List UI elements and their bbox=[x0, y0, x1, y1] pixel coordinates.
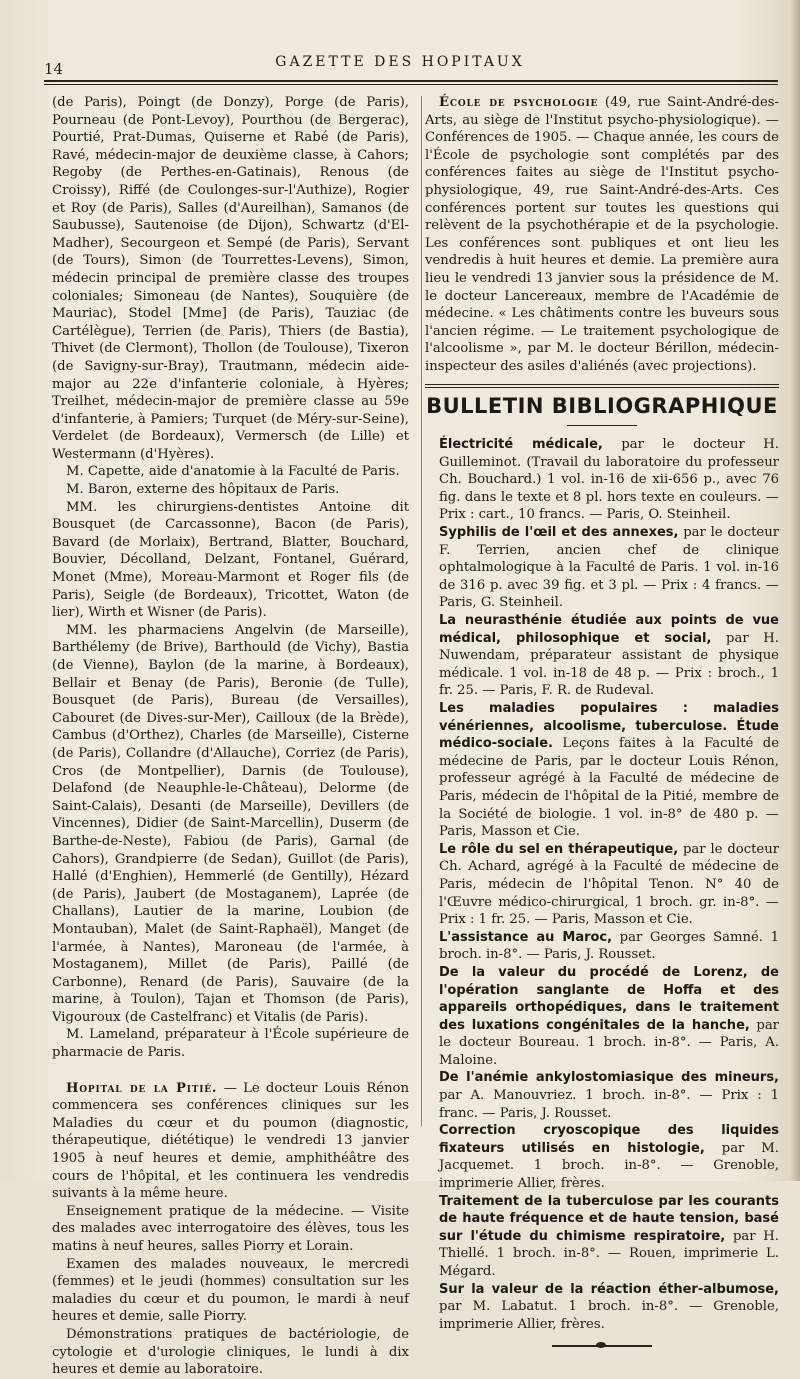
section-heading-psychologie: École de psychologie bbox=[439, 95, 599, 110]
paragraph-pharmacists: MM. les pharmaciens Angelvin (de Marseille), Barthélemy (de Brive), Barthould (de Vichy), Bastia (de Vienne), Baylon (de la marine, à Bordeaux), Bellair et Benay (de Paris), Beronie (de Tulle), Bousquet (de Paris), Bureau (de Versailles), Cabouret (de Dives-sur-Mer), Cailloux (de la Brède), Cambus (d'Orthez), Charles (de Marseille), Cisterne (de Paris), Collandre (d'Allauche), Corriez (de Paris), Cros (de Montpellier), Darnis (de Toulouse), Delafond (de Neauphle-le-Château), Delorme (de Saint-Calais), Desanti (de Marseille), Devillers (de Vincennes), Didier (de Saint-Marcellin), Duserm (de Barthe-de-Neste), Fabiou (de Paris), Garnal (de Cahors), Grandpierre (de Sedan), Guillot (de Paris), Hallé (d'Enghien), Hemmerlé (de Gentilly), Hézard (de Paris), Jaubert (de Mostaganem), Laprée (de Challans), Lautier de la marine, Loubion (de Montauban), Malet (de Saint-Raphaël), Manget (de l'armée, à Nantes), Maroneau (de l'armée, à Mostaganem), Millet (de Paris), Paillé (de Carbonne), Renard (de Paris), Sauvaire (de la marine, à Toulon), Tajan et Thomson (de Paris), Vigouroux (de Castelfranc) et Vitalis (de Paris). bbox=[52, 622, 409, 1025]
paragraph-capette: M. Capette, aide d'anatomie à la Faculté de Paris. bbox=[66, 464, 400, 480]
paragraph-lameland: M. Lameland, préparateur à l'École supérieure de pharmacie de Paris. bbox=[52, 1027, 409, 1061]
ornament-dot bbox=[596, 1342, 606, 1348]
bibliography-entry bbox=[425, 524, 779, 612]
left-column bbox=[52, 94, 409, 1379]
paragraph-laureates-list: (de Paris), Poingt (de Donzy), Porge (de Paris), Pourneau (de Pont-Levoy), Pourthou (de Bergerac), Pourtié, Prat-Dumas, Quiserne et Rabé (de Paris), Ravé, médecin-major de deuxième classe, à Cahors; Regoby (de Perthes-en-Gatinais), Renous (de Croissy), Riffé (de Coulonges-sur-l'Authize), Rogier et Roy (de Paris), Salles (d'Aureilhan), Samanos (de Saubusse), Sautenoise (de Dijon), Schwartz (d'El-Madher), Secourgeon et Sempé (de Paris), Servant (de Tours), Simon (de Tourrettes-Levens), Simon, médecin principal de première classe des troupes coloniales; Simoneau (de Nantes), Souquière (de Mauriac), Stodel [Mme] (de Paris), Tauziac (de Cartélègue), Terrien (de Paris), Thiers (de Bastia), Thivet (de Clermont), Thollon (de Toulouse), Tixeron (de Savigny-sur-Bray), Trautmann, médecin aide-major au 22e d'infanterie coloniale, à Hyères; Treilhet, médecin-major de première classe au 59e d'infanterie, à Pamiers; Turquet (de Méry-sur-Seine), Verdelet (de Bordeaux), Vermersch (de Lille) et Westermann (d'Hyères). bbox=[52, 95, 409, 462]
entry-details: par le docteur H. Guilleminot. (Travail du laboratoire du professeur Ch. Bouchard.) 1 vol. in-16 de xii-656 p., avec 76 fig. dans le texte et 8 pl. hors texte en couleurs. — Prix : cart., 10 francs. — Paris, O. Steinheil. bbox=[439, 437, 779, 523]
paragraph-baron: M. Baron, externe des hôpitaux de Paris. bbox=[66, 482, 340, 498]
entry-details: par le docteur Boureau. 1 broch. in-8°. — Paris, A. Maloine. bbox=[439, 1017, 779, 1068]
bibliography-entry bbox=[425, 1122, 779, 1192]
entry-title: Les maladies populaires : maladies vénériennes, alcoolisme, tuberculose. Étude médico-sociale. bbox=[439, 701, 779, 752]
entry-details: par le docteur Ch. Achard, agrégé à la Faculté de médecine de Paris, médecin de l'hôpital Tenon. N° 40 de l'Œuvre médico-chirurgical, 1 broch. gr. in-8°. — Prix : 1 fr. 25. — Paris, Masson et Cie. bbox=[439, 841, 780, 928]
entry-title: De la valeur du procédé de Lorenz, de l'opération sanglante de Hoffa et des appareils orthopédiques, dans le traitement des luxations congénitales de la hanche, bbox=[439, 964, 779, 1033]
page-number: 14 bbox=[44, 60, 64, 78]
entry-title: Le rôle du sel en thérapeutique, bbox=[439, 841, 679, 857]
end-ornament bbox=[552, 1345, 652, 1347]
bibliography-entry bbox=[425, 841, 779, 929]
entry-details: par Georges Samné. 1 broch. in-8°. — Paris, J. Rousset. bbox=[439, 929, 779, 963]
entry-title: De l'anémie ankylostomiasique des mineurs, bbox=[439, 1070, 779, 1086]
bibliography-entry bbox=[425, 1281, 779, 1334]
entry-details: par H. Thiellé. 1 broch. in-8°. — Rouen, imprimerie L. Mégard. bbox=[439, 1228, 779, 1279]
bulletin-title-rule bbox=[567, 425, 637, 426]
paragraph-pitie bbox=[52, 1080, 409, 1203]
bibliography-entry bbox=[425, 929, 779, 964]
paragraph-psychologie bbox=[425, 94, 779, 376]
header-rule-thin bbox=[44, 84, 778, 85]
entry-title: Syphilis de l'œil et des annexes, bbox=[439, 525, 679, 541]
entry-details: par M. Labatut. 1 broch. in-8°. — Grenoble, imprimerie Allier, frères. bbox=[439, 1299, 779, 1332]
entry-details: par H. Nuwendam, préparateur assistant de physique médicale. 1 vol. in-18 de 48 p. — Prix : broch., 1 fr. 25. — Paris, F. R. de Rudeval. bbox=[439, 630, 779, 699]
column-divider bbox=[421, 96, 422, 1126]
bibliography-entry bbox=[425, 1193, 779, 1281]
paragraph-enseignement: Enseignement pratique de la médecine. — Visite des malades avec interrogatoire des élèves, tous les matins à neuf heures, salles Piorry et Lorain. bbox=[52, 1203, 409, 1254]
paragraph-demonstrations: Démonstrations pratiques de bactériologie, de cytologie et d'urologie cliniques, le lundi à dix heures et demie au laboratoire. bbox=[52, 1326, 409, 1378]
bibliography-entry bbox=[425, 612, 779, 700]
entry-title: Correction cryoscopique des liquides fixateurs utilisés en histologie, bbox=[439, 1123, 779, 1156]
section-heading-pitie: Hopital de la Pitié. bbox=[66, 1080, 218, 1096]
page-edge-shadow bbox=[790, 0, 800, 1181]
psychologie-text: (49, rue Saint-André-des-Arts, au siège de l'Institut psycho-physiologique). — Conférences de 1905. — Chaque année, les cours de l'École de psychologie sont complétés par des conférences faites au siège de l'Institut psycho-physiologique, 49, rue Saint-André-des-Arts. Ces conférences portent sur toutes les questions qui relèvent de la psychothérapie et de la psychologie. Les conférences sont publiques et ont lieu les vendredis à huit heures et demie. La première aura lieu le vendredi 13 janvier sous la présidence de M. le docteur Lancereaux, membre de l'Académie de médecine. « Les châtiments contre les buveurs sous l'ancien régime. — Le traitement psychologique de l'alcoolisme », par M. le docteur Bérillon, médecin-inspecteur des asiles d'aliénés (avec projections). bbox=[425, 95, 779, 374]
entry-title: L'assistance au Maroc, bbox=[439, 929, 613, 945]
bulletin-title: BULLETIN BIBLIOGRAPHIQUE bbox=[426, 393, 778, 418]
entry-title: Traitement de la tuberculose par les courants de haute fréquence et de haute tension, basé sur l'étude du chimisme respiratoire, bbox=[439, 1193, 779, 1244]
right-column bbox=[425, 94, 779, 1347]
bibliography-entry bbox=[425, 964, 779, 1070]
entry-title: Sur la valeur de la réaction éther-albumose, bbox=[439, 1281, 779, 1297]
entry-title: La neurasthénie étudiée aux points de vue médical, philosophique et social, bbox=[439, 613, 779, 646]
pitie-text: — Le docteur Louis Rénon commencera ses conférences cliniques sur les Maladies du cœur et du poumon (diagnostic, thérapeutique, diététique) le vendredi 13 janvier 1905 à neuf heures et demie, amphithéâtre des cours de l'hôpital, et les continuera les vendredis suivants à la même heure. bbox=[52, 1080, 409, 1202]
entry-details: Leçons faites à la Faculté de médecine de Paris, par le docteur Louis Rénon, professeur agrégé à la Faculté de médecine de Paris, médecin de l'hôpital de la Pitié, membre de la Société de biologie. 1 vol. in-8° de 480 p. — Paris, Masson et Cie. bbox=[439, 736, 779, 840]
bulletin-rule-top bbox=[425, 384, 779, 385]
bibliography-entry bbox=[425, 436, 779, 524]
bibliography-list bbox=[425, 436, 779, 1333]
entry-details: par le docteur F. Terrien, ancien chef de clinique ophtalmologique à la Faculté de Paris. 1 vol. in-16 de 316 p. avec 39 fig. et 3 pl. — Prix : 4 francs. — Paris, G. Steinheil. bbox=[439, 525, 780, 611]
paragraph-dentists: MM. les chirurgiens-dentistes Antoine dit Bousquet (de Carcassonne), Bacon (de Paris), Bavard (de Morlaix), Bertrand, Blatter, Bouchard, Bouvier, Décolland, Delzant, Fontanel, Guérard, Monet (Mme), Moreau-Marmont et Roger fils (de Paris), Seigle (de Bordeaux), Tricottet, Waton (de lier), Wirth et Wisner (de Paris). bbox=[52, 499, 409, 621]
entry-details: par A. Manouvriez. 1 broch. in-8°. — Prix : 1 franc. — Paris, J. Rousset. bbox=[439, 1088, 779, 1121]
header-rule bbox=[44, 80, 778, 82]
paragraph-examen: Examen des malades nouveaux, le mercredi (femmes) et le jeudi (hommes) consultation sur les maladies du cœur et du poumon, le mardi à neuf heures et demie, salle Piorry. bbox=[52, 1256, 409, 1325]
bibliography-entry bbox=[425, 1069, 779, 1122]
bibliography-entry bbox=[425, 700, 779, 841]
entry-details: par M. Jacquemet. 1 broch. in-8°. — Grenoble, imprimerie Allier, frères. bbox=[439, 1140, 780, 1192]
bulletin-rule-top-2 bbox=[425, 387, 779, 388]
entry-title: Électricité médicale, bbox=[439, 437, 603, 453]
running-head: GAZETTE DES HOPITAUX bbox=[275, 54, 525, 70]
